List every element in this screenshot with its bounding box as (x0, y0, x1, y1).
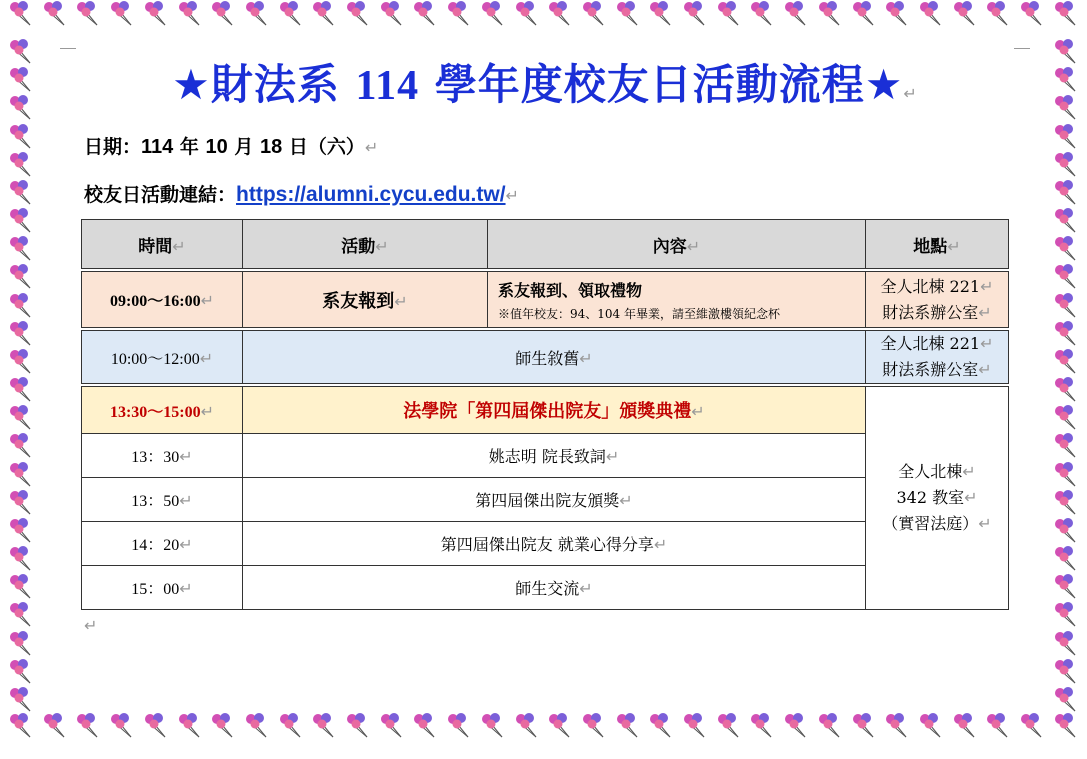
balloon-icon (1051, 151, 1081, 177)
balloon-icon (781, 712, 811, 738)
row-activity: 第四屆傑出院友頒獎↵ (243, 478, 866, 522)
balloon-icon (40, 712, 70, 738)
return-arrow-icon: ↵ (84, 616, 98, 635)
ceremony-row (82, 387, 1009, 434)
balloon-icon (815, 712, 845, 738)
balloon-icon (1051, 630, 1081, 656)
balloon-icon (882, 0, 912, 26)
row-location: 全人北棟 221↵ 財法系辦公室↵ (866, 272, 1009, 328)
balloon-icon (478, 712, 508, 738)
balloon-icon (1051, 38, 1081, 64)
balloon-icon (1051, 686, 1081, 712)
balloon-icon (6, 179, 36, 205)
balloon-icon (1017, 712, 1047, 738)
balloon-icon (747, 712, 777, 738)
balloon-icon (1051, 432, 1081, 458)
balloon-icon (1051, 404, 1081, 430)
row-time: 13：30↵ (82, 434, 243, 478)
margin-corner-mark (60, 36, 76, 49)
date-year-unit: 年 (173, 136, 206, 158)
return-arrow-icon: ↵ (903, 84, 918, 103)
date-year: 114 (141, 136, 174, 158)
page-title (80, 52, 1010, 112)
balloon-icon (343, 712, 373, 738)
balloon-icon (882, 712, 912, 738)
page-border-right (1045, 38, 1087, 712)
row-location: 全人北棟 221↵ 財法系辦公室↵ (866, 331, 1009, 384)
balloon-icon (175, 0, 205, 26)
ceremony-location: 全人北棟↵ 342 教室↵ （實習法庭）↵ (866, 387, 1009, 610)
balloon-icon (950, 712, 980, 738)
balloon-icon (545, 712, 575, 738)
balloon-icon (1051, 517, 1081, 543)
balloon-icon (6, 38, 36, 64)
balloon-icon (545, 0, 575, 26)
balloon-icon (916, 712, 946, 738)
balloon-icon (141, 0, 171, 26)
balloon-icon (1051, 573, 1081, 599)
margin-corner-mark (1014, 36, 1030, 49)
date-day: 18 (260, 136, 283, 158)
row-activity: 師生交流↵ (243, 566, 866, 610)
ceremony-time: 13:30～15:00↵ (82, 387, 243, 434)
balloon-icon (579, 0, 609, 26)
balloon-icon (1051, 263, 1081, 289)
balloon-icon (6, 517, 36, 543)
balloon-icon (1051, 179, 1081, 205)
balloon-icon (6, 94, 36, 120)
schedule-table (81, 219, 1009, 610)
balloon-icon (6, 263, 36, 289)
balloon-icon (6, 461, 36, 487)
balloon-icon (6, 0, 36, 26)
balloon-icon (343, 0, 373, 26)
row-activity: 系友報到↵ (243, 272, 488, 328)
balloon-icon (444, 0, 474, 26)
balloon-icon (916, 0, 946, 26)
balloon-icon (6, 630, 36, 656)
balloon-icon (208, 712, 238, 738)
balloon-icon (849, 0, 879, 26)
balloon-icon (646, 0, 676, 26)
balloon-icon (1051, 545, 1081, 571)
balloon-icon (6, 404, 36, 430)
content-note: ※值年校友：94、104 年畢業，請至維激樓領紀念杯 (498, 306, 780, 321)
balloon-icon (107, 712, 137, 738)
balloon-icon (6, 292, 36, 318)
row-time: 15：00↵ (82, 566, 243, 610)
balloon-icon (1051, 348, 1081, 374)
balloon-icon (983, 0, 1013, 26)
balloon-icon (815, 0, 845, 26)
balloon-icon (141, 712, 171, 738)
balloon-icon (6, 123, 36, 149)
balloon-icon (1051, 376, 1081, 402)
balloon-icon (1051, 123, 1081, 149)
content-main: 系友報到、領取禮物 (498, 280, 643, 300)
balloon-icon (613, 712, 643, 738)
balloon-icon (714, 712, 744, 738)
header-content: 內容↵ (488, 220, 866, 269)
balloon-icon (242, 0, 272, 26)
balloon-icon (1051, 207, 1081, 233)
balloon-icon (849, 712, 879, 738)
header-activity: 活動↵ (243, 220, 488, 269)
row-content (488, 272, 866, 328)
balloon-icon (1051, 489, 1081, 515)
balloon-icon (40, 0, 70, 26)
balloon-icon (6, 348, 36, 374)
balloon-icon (73, 712, 103, 738)
balloon-icon (1051, 0, 1081, 26)
balloon-icon (512, 0, 542, 26)
balloon-icon (747, 0, 777, 26)
balloon-icon (680, 0, 710, 26)
balloon-icon (6, 320, 36, 346)
balloon-icon (1051, 292, 1081, 318)
header-location: 地點↵ (866, 220, 1009, 269)
balloon-icon (377, 712, 407, 738)
page-border-bottom (0, 712, 1087, 759)
balloon-icon (478, 0, 508, 26)
table-header-row (82, 220, 1009, 269)
balloon-icon (309, 0, 339, 26)
header-time: 時間↵ (82, 220, 243, 269)
return-arrow-icon: ↵ (505, 186, 519, 205)
balloon-icon (680, 712, 710, 738)
title-suffix: 學年度校友日活動流程★ (419, 60, 904, 109)
row-activity: 第四屆傑出院友 就業心得分享↵ (243, 522, 866, 566)
balloon-icon (1051, 235, 1081, 261)
balloon-icon (1051, 658, 1081, 684)
row-time: 14：20↵ (82, 522, 243, 566)
link-label: 校友日活動連結： (84, 184, 237, 206)
balloon-icon (1051, 94, 1081, 120)
row-time: 09:00～16:00↵ (82, 272, 243, 328)
row-activity: 姚志明 院長致詞↵ (243, 434, 866, 478)
balloon-icon (1051, 320, 1081, 346)
balloon-icon (377, 0, 407, 26)
event-link[interactable]: https://alumni.cycu.edu.tw/ (236, 183, 506, 206)
balloon-icon (6, 601, 36, 627)
title-prefix: ★財法系 (172, 60, 356, 109)
balloon-icon (242, 712, 272, 738)
balloon-icon (714, 0, 744, 26)
balloon-icon (107, 0, 137, 26)
balloon-icon (1017, 0, 1047, 26)
balloon-icon (6, 658, 36, 684)
balloon-icon (73, 0, 103, 26)
balloon-icon (6, 235, 36, 261)
balloon-icon (1051, 712, 1081, 738)
balloon-icon (410, 0, 440, 26)
date-month-unit: 月 (227, 136, 260, 158)
balloon-icon (1051, 66, 1081, 92)
balloon-icon (6, 66, 36, 92)
row-time: 13：50↵ (82, 478, 243, 522)
balloon-icon (6, 545, 36, 571)
balloon-icon (6, 376, 36, 402)
date-month: 10 (205, 136, 228, 158)
balloon-icon (950, 0, 980, 26)
event-link-line (84, 180, 519, 207)
balloon-icon (983, 712, 1013, 738)
balloon-icon (309, 712, 339, 738)
row-activity: 師生敘舊↵ (243, 331, 866, 384)
balloon-icon (410, 712, 440, 738)
balloon-icon (6, 432, 36, 458)
balloon-icon (276, 712, 306, 738)
balloon-icon (1051, 461, 1081, 487)
balloon-icon (512, 712, 542, 738)
balloon-icon (1051, 601, 1081, 627)
title-number: 114 (355, 63, 420, 109)
table-row (82, 331, 1009, 384)
balloon-icon (6, 207, 36, 233)
date-day-unit: 日（六） (282, 136, 365, 158)
balloon-icon (646, 712, 676, 738)
balloon-icon (781, 0, 811, 26)
balloon-icon (6, 712, 36, 738)
page-border-left (0, 38, 42, 712)
table-row (82, 272, 1009, 328)
date-label: 日期： (84, 136, 142, 158)
balloon-icon (276, 0, 306, 26)
balloon-icon (175, 712, 205, 738)
ceremony-activity: 法學院「第四屆傑出院友」頒獎典禮↵ (243, 387, 866, 434)
return-arrow-icon: ↵ (364, 138, 379, 157)
balloon-icon (444, 712, 474, 738)
page-border-top (0, 0, 1087, 38)
balloon-icon (579, 712, 609, 738)
event-date (84, 132, 378, 159)
balloon-icon (6, 151, 36, 177)
balloon-icon (6, 573, 36, 599)
row-time: 10:00～12:00↵ (82, 331, 243, 384)
balloon-icon (613, 0, 643, 26)
balloon-icon (6, 489, 36, 515)
balloon-icon (6, 686, 36, 712)
balloon-icon (208, 0, 238, 26)
